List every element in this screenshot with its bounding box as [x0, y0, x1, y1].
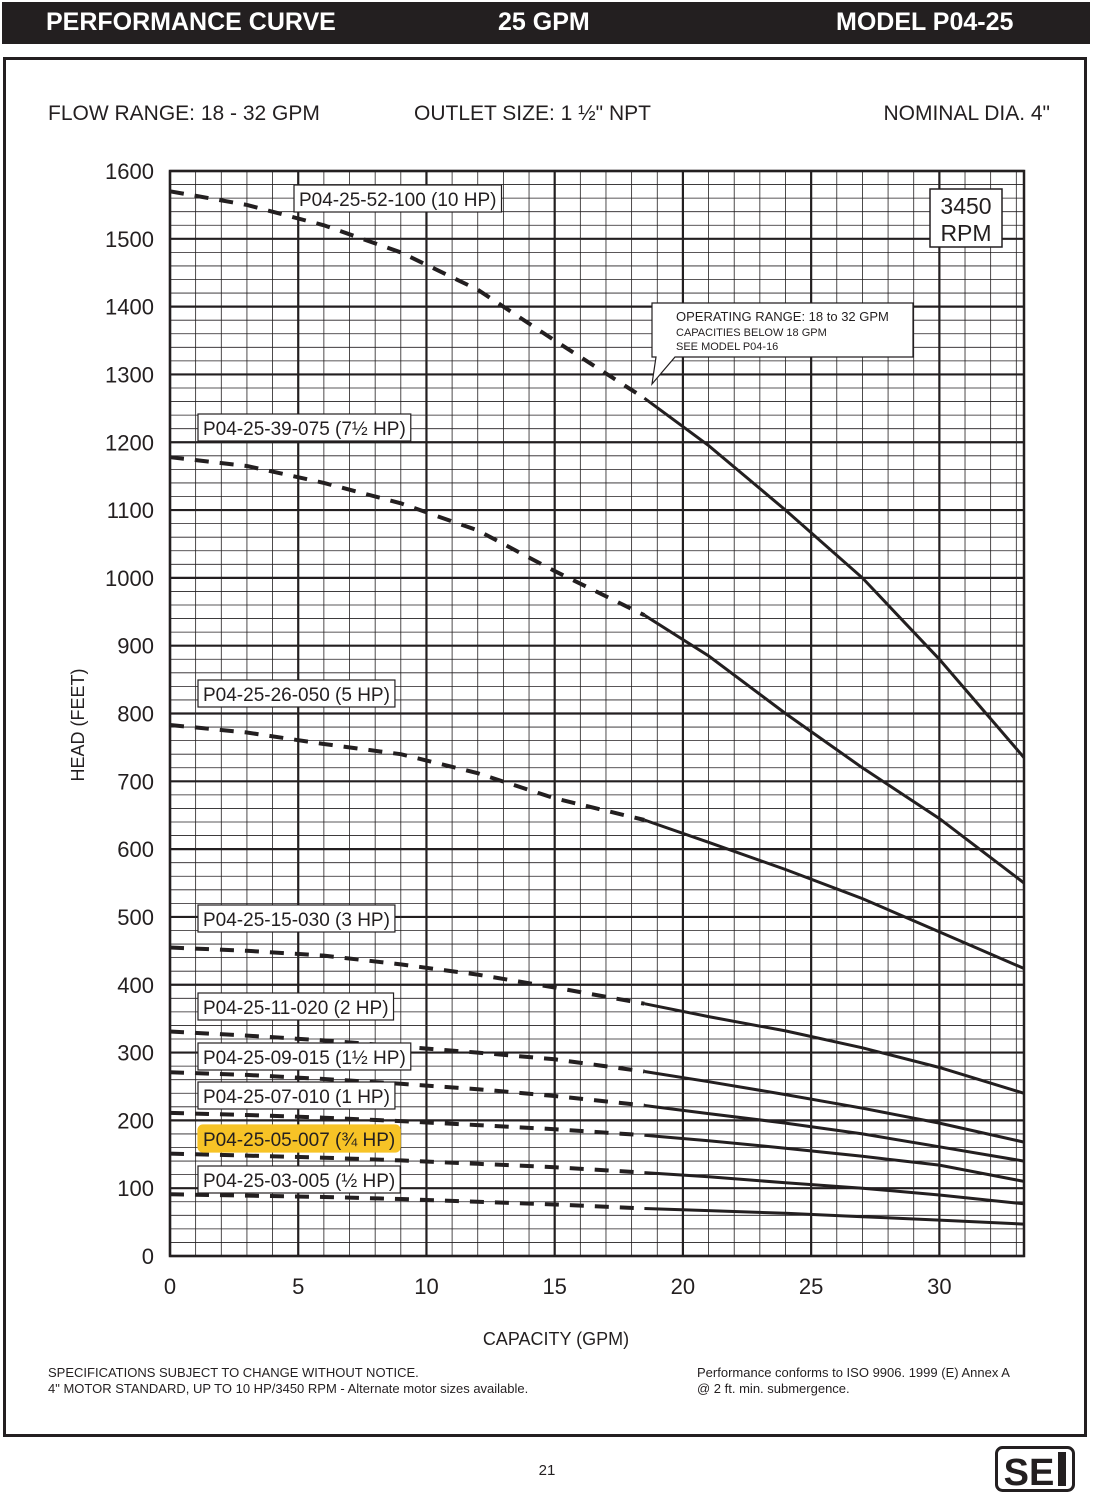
y-tick-label: 600 [117, 837, 154, 863]
y-tick-label: 700 [117, 769, 154, 795]
footer-left-2: 4" MOTOR STANDARD, UP TO 10 HP/3450 RPM - Alternate motor sizes available. [48, 1381, 529, 1396]
y-tick-label: 1500 [105, 226, 154, 252]
x-tick-label: 15 [542, 1274, 567, 1299]
rpm-box [930, 189, 1002, 247]
y-tick-label: 200 [117, 1108, 154, 1134]
page-number: 21 [538, 1462, 556, 1479]
company-logo [995, 1446, 1075, 1492]
y-tick-label: 1000 [105, 565, 154, 591]
y-tick-label: 1100 [106, 498, 154, 524]
callout-line-3: SEE MODEL P04-16 [676, 341, 779, 353]
rpm-unit: RPM [940, 220, 992, 246]
callout-line-2: CAPACITIES BELOW 18 GPM [676, 327, 827, 339]
header-title: PERFORMANCE CURVE [46, 8, 336, 36]
y-tick-label: 800 [117, 701, 154, 727]
y-tick-label: 1600 [105, 159, 154, 184]
series-label-text: P04-25-07-010 (1 HP) [203, 1087, 390, 1108]
series-label-text: P04-25-03-005 (½ HP) [203, 1171, 396, 1192]
x-tick-label: 0 [163, 1274, 177, 1299]
rpm-value: 3450 [940, 193, 992, 219]
logo-lettering: SE [1003, 1452, 1055, 1492]
footer-right-2: @ 2 ft. min. submergence. [697, 1381, 850, 1396]
outlet-size-text: OUTLET SIZE: 1 ½" NPT [414, 102, 651, 125]
y-tick-label: 100 [117, 1176, 154, 1202]
logo-bar [1058, 1452, 1066, 1486]
y-tick-label: 1200 [105, 430, 154, 456]
series-label [294, 185, 502, 212]
header-capacity: 25 GPM [498, 8, 590, 36]
series-label-text: P04-25-15-030 (3 HP) [203, 910, 390, 931]
x-tick-label: 10 [414, 1274, 439, 1299]
series-label [198, 1082, 395, 1109]
series-label [198, 1166, 400, 1193]
series-label [198, 905, 395, 932]
curve-solid-segment [644, 615, 1024, 883]
series-label-text: P04-25-52-100 (10 HP) [299, 190, 497, 211]
curve-solid-segment [644, 820, 1024, 969]
x-tick-label: 5 [292, 1274, 305, 1299]
y-axis-label: HEAD (FEET) [68, 668, 88, 782]
operating-range-callout [652, 303, 913, 384]
series-label-text: P04-25-09-015 (1½ HP) [203, 1048, 406, 1069]
x-axis-label: CAPACITY (GPM) [482, 1329, 630, 1349]
x-tick-label: 25 [798, 1274, 824, 1299]
footer-right-1: Performance conforms to ISO 9906. 1999 (E) Annex A [697, 1365, 1010, 1380]
y-tick-label: 0 [141, 1244, 154, 1269]
series-label [198, 1043, 411, 1070]
y-tick-label: 900 [117, 633, 154, 659]
series-label [198, 680, 395, 707]
series-label [198, 414, 411, 441]
x-tick-label: 30 [927, 1274, 952, 1299]
series-label-text: P04-25-05-007 (¾ HP) [203, 1130, 396, 1151]
series-label [198, 993, 394, 1020]
series-label-text: P04-25-11-020 (2 HP) [203, 998, 389, 1019]
curve-dashed-segment [170, 191, 644, 398]
flow-range-text: FLOW RANGE: 18 - 32 GPM [48, 102, 320, 125]
curve-dashed-segment [170, 725, 644, 820]
header-model: MODEL P04-25 [836, 8, 1014, 36]
series-label-text: P04-25-39-075 (7½ HP) [203, 419, 406, 440]
series-label [198, 1125, 400, 1152]
y-tick-label: 400 [117, 972, 154, 998]
y-tick-label: 500 [117, 904, 154, 930]
curve-solid-segment [644, 1209, 1024, 1225]
y-tick-label: 1300 [105, 362, 154, 388]
footer-left-1: SPECIFICATIONS SUBJECT TO CHANGE WITHOUT NOTICE. [48, 1365, 419, 1380]
y-tick-label: 300 [117, 1040, 154, 1066]
y-tick-label: 1400 [105, 294, 154, 320]
x-tick-label: 20 [670, 1274, 696, 1299]
nominal-dia-text: NOMINAL DIA. 4" [883, 102, 1050, 125]
callout-line-1: OPERATING RANGE: 18 to 32 GPM [676, 309, 889, 324]
series-label-text: P04-25-26-050 (5 HP) [203, 685, 390, 706]
